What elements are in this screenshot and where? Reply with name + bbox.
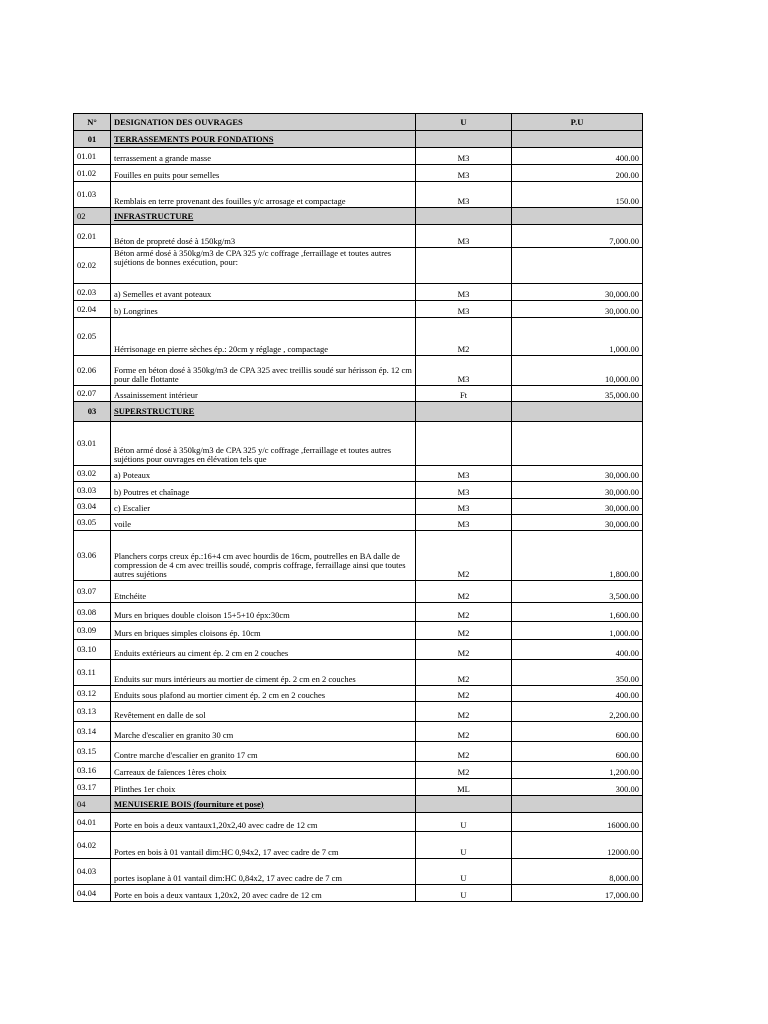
item-unit-price: 3,500.00	[512, 581, 643, 603]
table-row	[74, 422, 643, 466]
table-row	[74, 531, 643, 581]
item-unit-price: 1,200.00	[512, 762, 643, 779]
item-number: 01.03	[74, 182, 111, 208]
table-row	[74, 182, 643, 208]
section-unit-price	[512, 208, 643, 225]
item-designation: Murs en briques double cloison 15+5+10 épx:30cm	[111, 603, 416, 622]
table-row	[74, 742, 643, 762]
item-unit: M3	[416, 356, 512, 386]
item-designation: Remblais en terre provenant des fouilles y/c arrosage et compactage	[111, 182, 416, 208]
section-unit	[416, 796, 512, 813]
item-unit	[416, 248, 512, 284]
item-unit: M3	[416, 515, 512, 531]
item-number: 02.01	[74, 225, 111, 248]
item-number: 02.03	[74, 284, 111, 301]
item-unit-price: 30,000.00	[512, 301, 643, 318]
item-designation: Béton de propreté dosé à 150kg/m3	[111, 225, 416, 248]
item-designation: Porte en bois a deux vantaux1,20x2,40 avec cadre de 12 cm	[111, 813, 416, 832]
table-row	[74, 581, 643, 603]
item-number: 04.01	[74, 813, 111, 832]
header-designation: DESIGNATION DES OUVRAGES	[111, 114, 416, 131]
item-unit: M2	[416, 686, 512, 702]
table-row	[74, 148, 643, 165]
item-unit: M3	[416, 301, 512, 318]
item-unit: M3	[416, 182, 512, 208]
item-number: 03.09	[74, 622, 111, 640]
item-unit: U	[416, 885, 512, 902]
item-designation: Portes en bois à 01 vantail dim:HC 0,94x2, 17 avec cadre de 7 cm	[111, 832, 416, 859]
item-number: 03.14	[74, 722, 111, 742]
item-designation: Fouilles en puits pour semelles	[111, 165, 416, 182]
item-number: 03.08	[74, 603, 111, 622]
item-designation: Planchers corps creux ép.:16+4 cm avec hourdis de 16cm, poutrelles en BA dalle de compression de 4 cm avec treillis soudé, compris coffrage, ferraillage ainsi que toutes autres sujétions	[111, 531, 416, 581]
section-title: TERRASSEMENTS POUR FONDATIONS	[111, 131, 416, 148]
item-designation: Enduits sous plafond au mortier ciment ép. 2 cm en 2 couches	[111, 686, 416, 702]
item-designation: Béton armé dosé à 350kg/m3 de CPA 325 y/c coffrage ,ferraillage et toutes autres sujétions de bonnes exécution, pour:	[111, 248, 416, 284]
item-unit: U	[416, 832, 512, 859]
item-unit: Ft	[416, 386, 512, 402]
section-unit	[416, 402, 512, 422]
table-row	[74, 466, 643, 482]
item-number: 03.11	[74, 660, 111, 686]
item-unit: U	[416, 859, 512, 885]
section-title: MENUISERIE BOIS (fourniture et pose)	[111, 796, 416, 813]
item-designation: portes isoplane à 01 vantail dim:HC 0,84x2, 17 avec cadre de 7 cm	[111, 859, 416, 885]
table-row	[74, 622, 643, 640]
item-unit-price: 350.00	[512, 660, 643, 686]
item-unit-price: 30,000.00	[512, 284, 643, 301]
item-number: 04.02	[74, 832, 111, 859]
item-designation: Forme en béton dosé à 350kg/m3 de CPA 325 avec treillis soudé sur hérisson ép. 12 cm pour dalle flottante	[111, 356, 416, 386]
item-number: 03.01	[74, 422, 111, 466]
item-unit: ML	[416, 779, 512, 796]
item-designation: b) Longrines	[111, 301, 416, 318]
item-unit: M2	[416, 622, 512, 640]
item-designation: Assainissement intérieur	[111, 386, 416, 402]
item-unit: M2	[416, 318, 512, 356]
item-unit-price: 35,000.00	[512, 386, 643, 402]
item-unit-price: 600.00	[512, 722, 643, 742]
table-row	[74, 702, 643, 722]
table-row	[74, 482, 643, 499]
item-unit-price: 600.00	[512, 742, 643, 762]
item-unit-price	[512, 422, 643, 466]
item-unit-price: 10,000.00	[512, 356, 643, 386]
item-unit: M3	[416, 225, 512, 248]
section-number: 01	[74, 131, 111, 148]
item-unit-price: 1,600.00	[512, 603, 643, 622]
table-row	[74, 318, 643, 356]
item-unit-price: 7,000.00	[512, 225, 643, 248]
item-unit-price: 200.00	[512, 165, 643, 182]
item-unit: M2	[416, 660, 512, 686]
section-title: INFRASTRUCTURE	[111, 208, 416, 225]
item-unit-price: 30,000.00	[512, 466, 643, 482]
section-unit-price	[512, 402, 643, 422]
table-header-row	[74, 114, 643, 131]
item-unit: M2	[416, 742, 512, 762]
bill-of-quantities-table	[73, 113, 643, 902]
section-row	[74, 402, 643, 422]
item-unit: M3	[416, 165, 512, 182]
item-number: 04.04	[74, 885, 111, 902]
item-number: 02.07	[74, 386, 111, 402]
table-row	[74, 686, 643, 702]
item-number: 02.05	[74, 318, 111, 356]
item-unit: M3	[416, 148, 512, 165]
item-unit: M3	[416, 499, 512, 515]
section-unit-price	[512, 796, 643, 813]
item-designation: voile	[111, 515, 416, 531]
item-unit-price: 1,800.00	[512, 531, 643, 581]
table-row	[74, 722, 643, 742]
table-row	[74, 499, 643, 515]
item-unit: M3	[416, 284, 512, 301]
item-designation: Marche d'escalier en granito 30 cm	[111, 722, 416, 742]
item-number: 03.16	[74, 762, 111, 779]
item-unit	[416, 422, 512, 466]
header-unit-price: P.U	[512, 114, 643, 131]
section-number: 04	[74, 796, 111, 813]
item-unit-price: 150.00	[512, 182, 643, 208]
item-designation: Enduits extérieurs au ciment ép. 2 cm en 2 couches	[111, 640, 416, 660]
item-designation: Plinthes 1er choix	[111, 779, 416, 796]
item-designation: Revêtement en dalle de sol	[111, 702, 416, 722]
item-designation: Contre marche d'escalier en granito 17 cm	[111, 742, 416, 762]
header-unit: U	[416, 114, 512, 131]
table-row	[74, 859, 643, 885]
table-row	[74, 248, 643, 284]
item-number: 03.13	[74, 702, 111, 722]
item-designation: Hérrisonage en pierre sèches ép.: 20cm y réglage , compactage	[111, 318, 416, 356]
item-designation: Béton armé dosé à 350kg/m3 de CPA 325 y/c coffrage ,ferraillage et toutes autres sujétions pour ouvrages en élévation tels que	[111, 422, 416, 466]
table-row	[74, 885, 643, 902]
item-unit: M2	[416, 762, 512, 779]
item-unit: M2	[416, 722, 512, 742]
table-row	[74, 603, 643, 622]
item-unit-price: 17,000.00	[512, 885, 643, 902]
item-unit-price: 1,000.00	[512, 622, 643, 640]
table-row	[74, 813, 643, 832]
item-unit-price: 300.00	[512, 779, 643, 796]
table-row	[74, 762, 643, 779]
item-designation: a) Semelles et avant poteaux	[111, 284, 416, 301]
item-number: 01.02	[74, 165, 111, 182]
table-row	[74, 165, 643, 182]
item-designation: Carreaux de faïences 1ères choix	[111, 762, 416, 779]
item-number: 03.10	[74, 640, 111, 660]
item-unit: M3	[416, 466, 512, 482]
item-unit-price: 2,200.00	[512, 702, 643, 722]
item-designation: Enduits sur murs intérieurs au mortier de ciment ép. 2 cm en 2 couches	[111, 660, 416, 686]
item-unit-price: 16000.00	[512, 813, 643, 832]
item-unit-price: 30,000.00	[512, 499, 643, 515]
item-designation: c) Escalier	[111, 499, 416, 515]
table-row	[74, 225, 643, 248]
table-row	[74, 301, 643, 318]
item-number: 01.01	[74, 148, 111, 165]
item-designation: Etnchéite	[111, 581, 416, 603]
table-row	[74, 356, 643, 386]
item-number: 03.05	[74, 515, 111, 531]
item-number: 03.17	[74, 779, 111, 796]
section-unit	[416, 131, 512, 148]
table-row	[74, 515, 643, 531]
item-designation: a) Poteaux	[111, 466, 416, 482]
item-number: 03.15	[74, 742, 111, 762]
item-number: 02.06	[74, 356, 111, 386]
item-unit-price: 1,000.00	[512, 318, 643, 356]
item-unit: M2	[416, 640, 512, 660]
item-unit-price: 400.00	[512, 640, 643, 660]
section-row	[74, 796, 643, 813]
section-number: 02	[74, 208, 111, 225]
section-number: 03	[74, 402, 111, 422]
item-number: 03.12	[74, 686, 111, 702]
item-number: 03.02	[74, 466, 111, 482]
table-row	[74, 660, 643, 686]
item-designation: b) Poutres et chaînage	[111, 482, 416, 499]
header-number: N°	[74, 114, 111, 131]
item-designation: Murs en briques simples cloisons ép. 10cm	[111, 622, 416, 640]
item-number: 04.03	[74, 859, 111, 885]
item-number: 03.04	[74, 499, 111, 515]
item-unit-price: 30,000.00	[512, 482, 643, 499]
item-unit: U	[416, 813, 512, 832]
item-unit-price: 30,000.00	[512, 515, 643, 531]
section-row	[74, 208, 643, 225]
table-row	[74, 779, 643, 796]
item-unit: M3	[416, 482, 512, 499]
table-row	[74, 386, 643, 402]
item-unit-price: 400.00	[512, 686, 643, 702]
section-row	[74, 131, 643, 148]
item-number: 03.07	[74, 581, 111, 603]
table-row	[74, 832, 643, 859]
section-unit	[416, 208, 512, 225]
item-unit: M2	[416, 531, 512, 581]
item-number: 02.04	[74, 301, 111, 318]
item-unit: M2	[416, 603, 512, 622]
item-unit-price	[512, 248, 643, 284]
item-unit: M2	[416, 702, 512, 722]
item-unit-price: 8,000.00	[512, 859, 643, 885]
item-designation: Porte en bois a deux vantaux 1,20x2, 20 avec cadre de 12 cm	[111, 885, 416, 902]
section-title: SUPERSTRUCTURE	[111, 402, 416, 422]
item-number: 02.02	[74, 248, 111, 284]
table-row	[74, 284, 643, 301]
section-unit-price	[512, 131, 643, 148]
item-unit: M2	[416, 581, 512, 603]
item-unit-price: 12000.00	[512, 832, 643, 859]
item-designation: terrassement a grande masse	[111, 148, 416, 165]
item-number: 03.03	[74, 482, 111, 499]
item-unit-price: 400.00	[512, 148, 643, 165]
table-row	[74, 640, 643, 660]
item-number: 03.06	[74, 531, 111, 581]
